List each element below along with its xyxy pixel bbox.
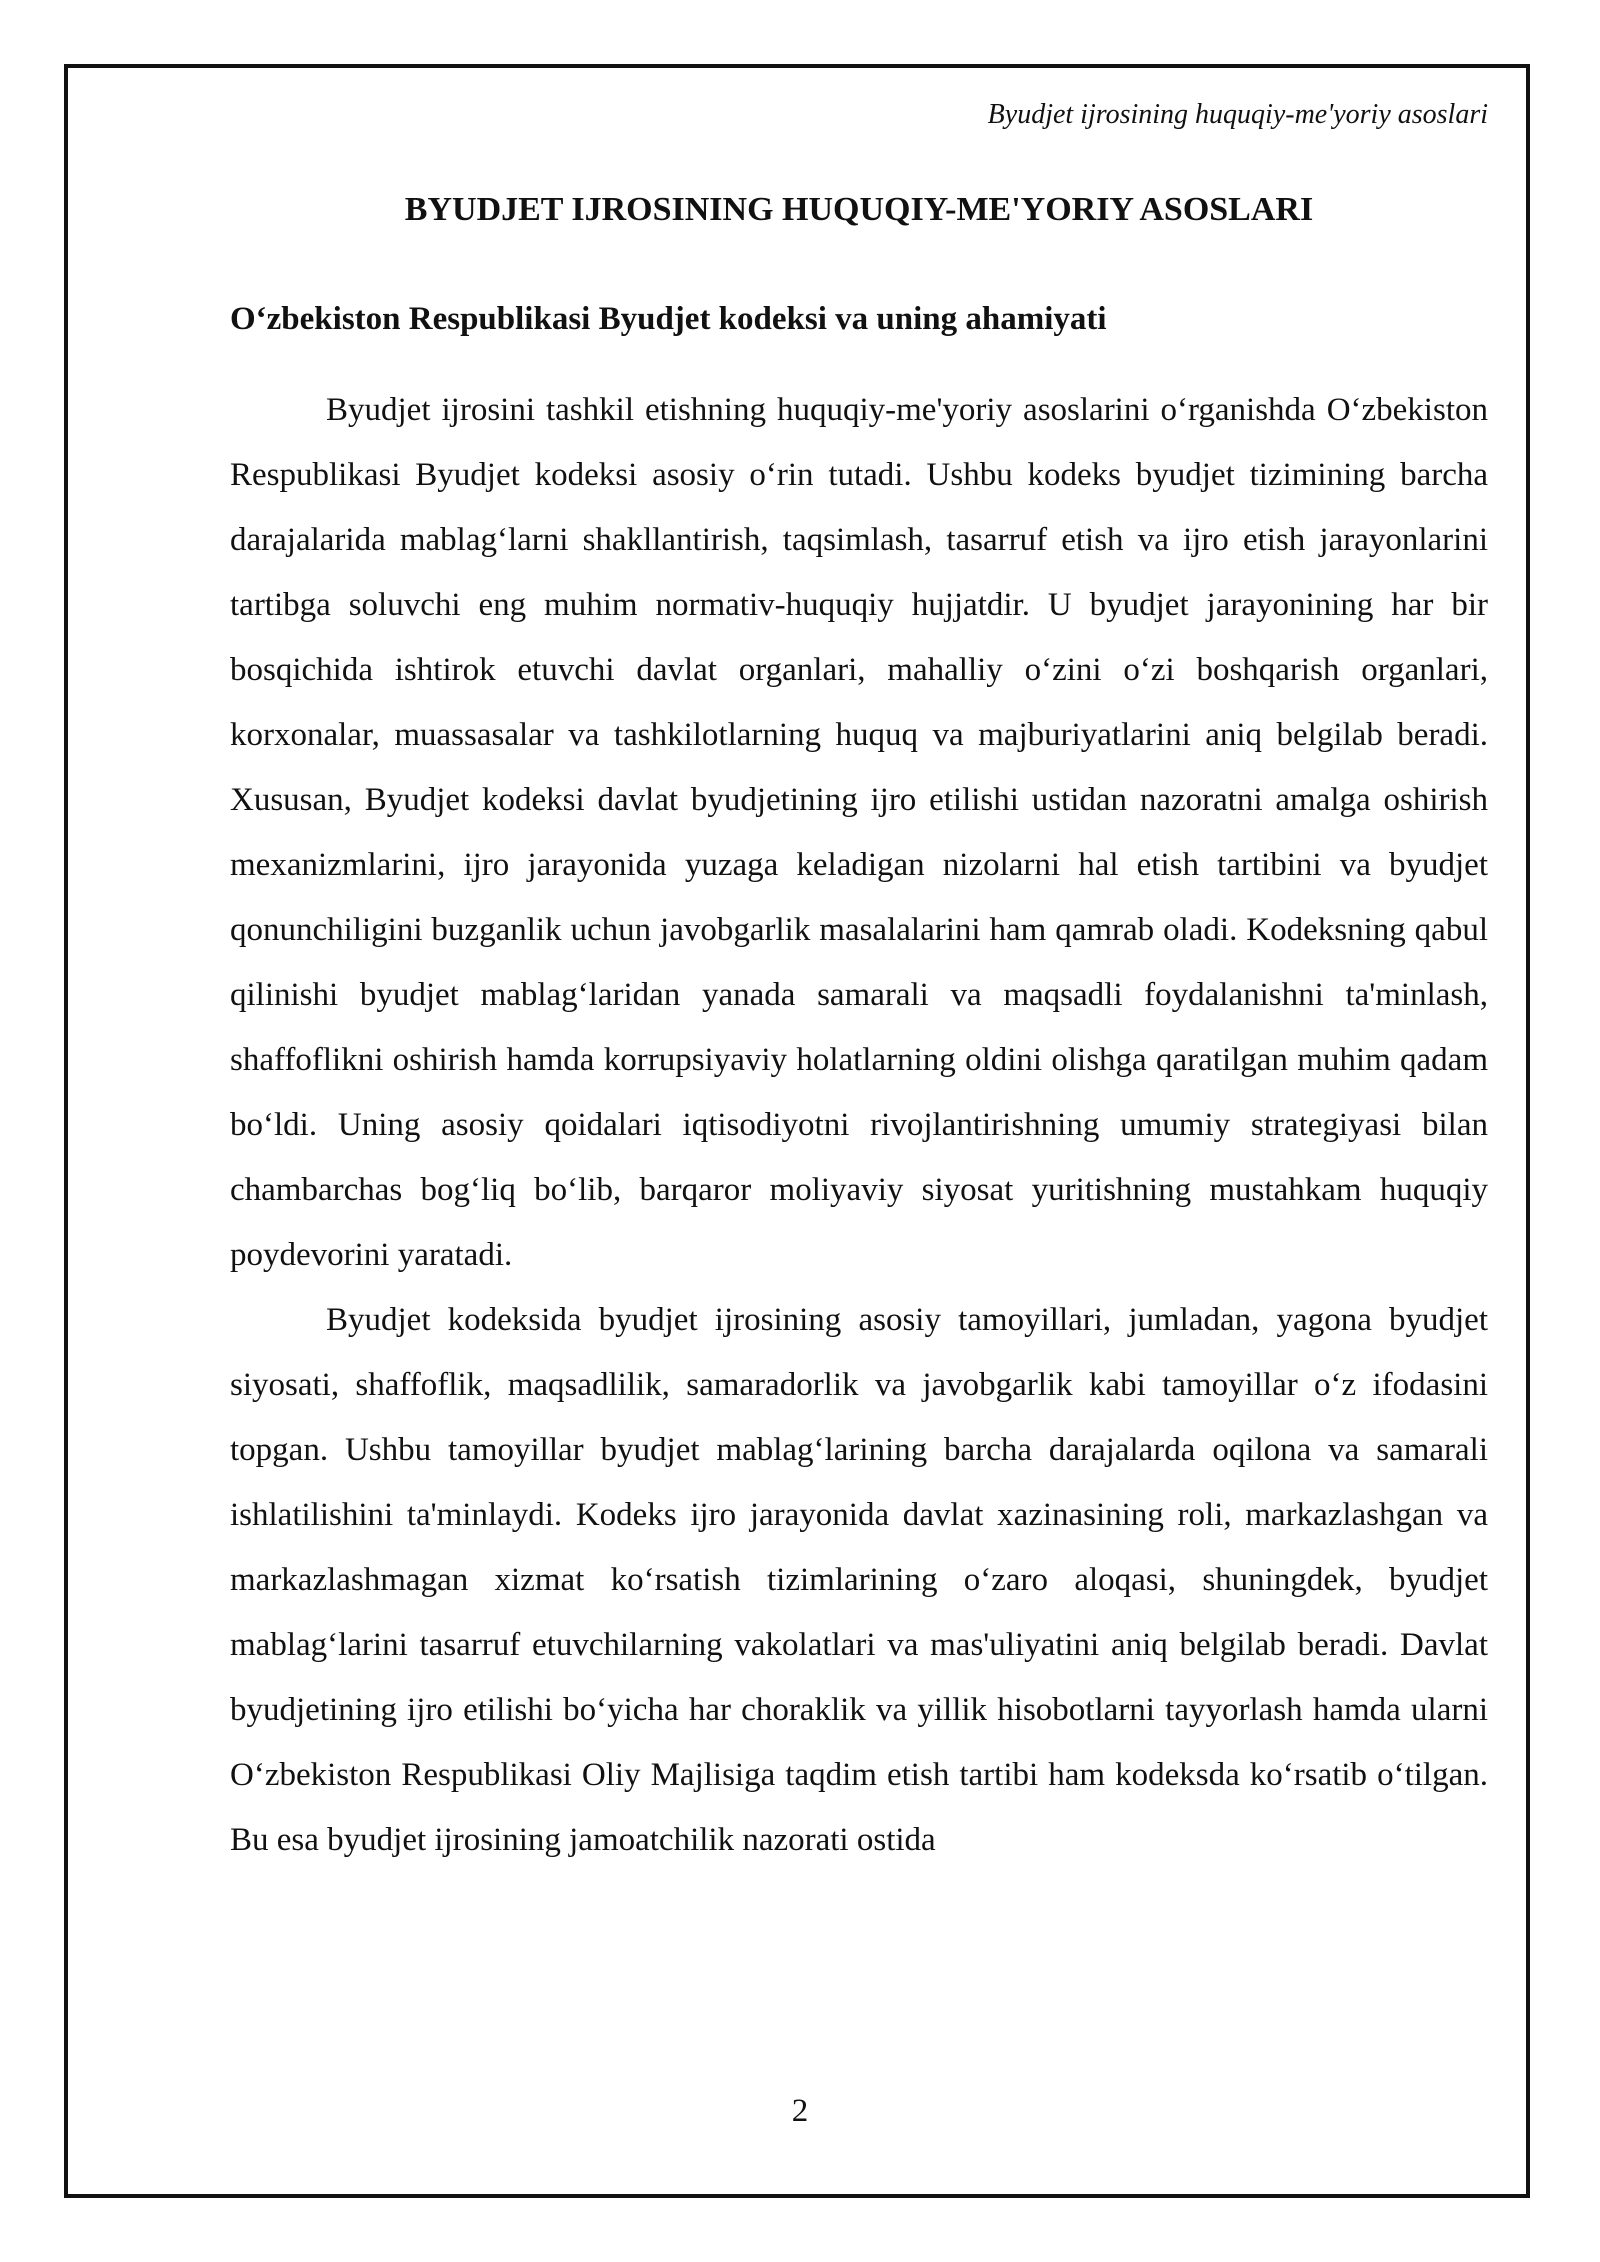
- document-title: BYUDJET IJROSINING HUQUQIY-ME'YORIY ASOSLARI: [404, 191, 1314, 228]
- running-header: Byudjet ijrosining huquqiy-me'yoriy asoslari: [987, 99, 1488, 130]
- paragraph-1: Byudjet ijrosini tashkil etishning huquqiy-me'yoriy asoslarini o‘rganishda O‘zbekiston Respublikasi Byudjet kodeksi asosiy o‘rin tutadi. Ushbu kodeks byudjet tizimining barcha darajalarida mablag‘larni shakllantirish, taqsimlash, tasarruf etish va ijro etish jarayonlarini tartibga soluvchi eng muhim normativ-huquqiy hujjatdir. U byudjet jarayonining har bir bosqichida ishtirok etuvchi davlat organlari, mahalliy o‘zini o‘zi boshqarish organlari, korxonalar, muassasalar va tashkilotlarning huquq va majburiyatlarini aniq belgilab beradi. Xususan, Byudjet kodeksi davlat byudjetining ijro etilishi ustidan nazoratni amalga oshirish mexanizmlarini, ijro jarayonida yuzaga keladigan nizolarni hal etish tartibini va byudjet qonunchiligini buzganlik uchun javobgarlik masalalarini ham qamrab oladi. Kodeksning qabul qilinishi byudjet mablag‘laridan yanada samarali va maqsadli foydalanishni ta'minlash, shaffoflikni oshirish hamda korrupsiyaviy holatlarning oldini olishga qaratilgan muhim qadam bo‘ldi. Uning asosiy qoidalari iqtisodiyotni rivojlantirishning umumiy strategiyasi bilan chambarchas bog‘liq bo‘lib, barqaror moliyaviy siyosat yuritishning mustahkam huquqiy poydevorini yaratadi.: [230, 392, 1488, 1273]
- body-text: [230, 378, 1488, 1873]
- paragraph-2: Byudjet kodeksida byudjet ijrosining asosiy tamoyillari, jumladan, yagona byudjet siyosati, shaffoflik, maqsadlilik, samaradorlik va javobgarlik kabi tamoyillar o‘z ifodasini topgan. Ushbu tamoyillar byudjet mablag‘larining barcha darajalarda oqilona va samarali ishlatilishini ta'minlaydi. Kodeks ijro jarayonida davlat xazinasining roli, markazlashgan va markazlashmagan xizmat ko‘rsatish tizimlarining o‘zaro aloqasi, shuningdek, byudjet mablag‘larini tasarruf etuvchilarning vakolatlari va mas'uliyatini aniq belgilab beradi. Davlat byudjetining ijro etilishi bo‘yicha har choraklik va yillik hisobotlarni tayyorlash hamda ularni O‘zbekiston Respublikasi Oliy Majlisiga taqdim etish tartibi ham kodeksda ko‘rsatib o‘tilgan. Bu esa byudjet ijrosining jamoatchilik nazorati ostida: [230, 1302, 1488, 1858]
- section-heading: O‘zbekiston Respublikasi Byudjet kodeksi va uning ahamiyati: [230, 301, 1107, 337]
- page-number: 2: [791, 2093, 809, 2129]
